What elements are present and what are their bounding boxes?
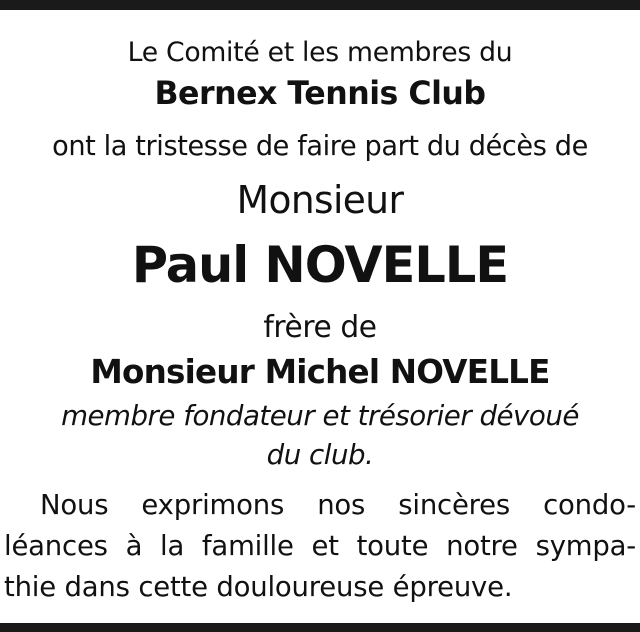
relative-role-line-1: membre fondateur et trésorier dévoué	[61, 399, 579, 432]
condolences-line-2: léances à la famille et toute notre sympa-	[4, 530, 636, 562]
relative-name: Monsieur Michel NOVELLE	[90, 352, 550, 391]
deceased-name: Paul NOVELLE	[131, 236, 509, 294]
relation-text: frère de	[263, 310, 377, 345]
bottom-border-rule	[0, 623, 640, 632]
condolences-line-3: thie dans cette douloureuse épreuve.	[4, 571, 513, 603]
top-border-rule	[0, 0, 640, 10]
condolences-paragraph	[4, 485, 636, 608]
intro-text: Le Comité et les membres du	[127, 37, 513, 68]
club-name: Bernex Tennis Club	[154, 74, 486, 112]
condolences-line-1: Nous exprimons nos sincères condo-	[40, 489, 636, 521]
honorific: Monsieur	[236, 178, 404, 222]
relative-role-line-2: du club.	[266, 438, 374, 471]
announcement-text: ont la tristesse de faire part du décès de	[52, 130, 588, 162]
